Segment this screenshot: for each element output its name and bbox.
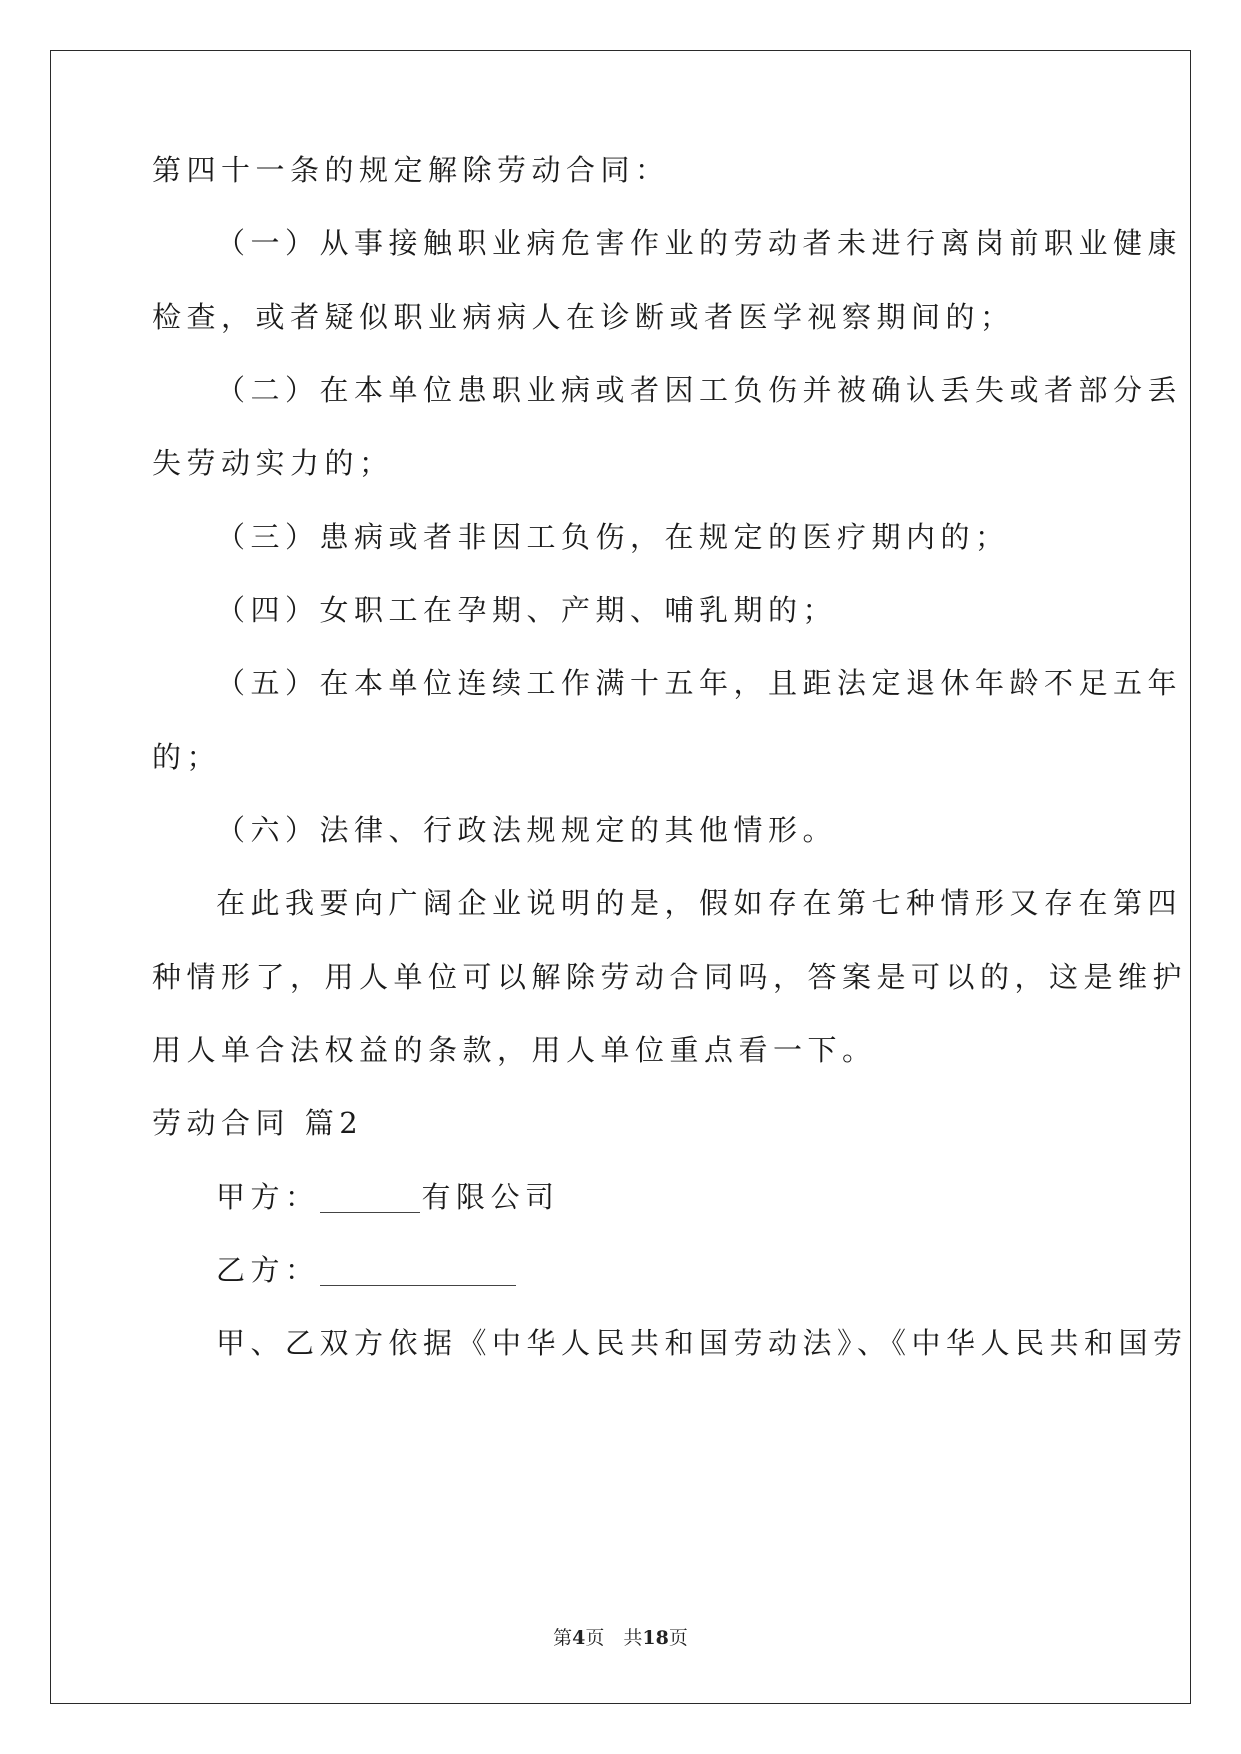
text-line: （一）从事接触职业病危害作业的劳动者未进行离岗前职业健康 xyxy=(216,226,1183,260)
party-b-label: 乙方： xyxy=(216,1253,320,1287)
party-a-line xyxy=(216,1177,560,1217)
text-line: 检查，或者疑似职业病病人在诊断或者医学视察期间的； xyxy=(152,300,1015,334)
text-line: （二）在本单位患职业病或者因工负伤并被确认丢失或者部分丢 xyxy=(216,373,1183,407)
footer-page-mid: 页 共 xyxy=(585,1627,643,1649)
party-a-blank xyxy=(320,1182,420,1213)
text-line: 失劳动实力的； xyxy=(152,446,394,480)
text-line: 种情形了，用人单位可以解除劳动合同吗，答案是可以的，这是维护 xyxy=(152,960,1188,994)
footer-total-pages: 18 xyxy=(642,1627,669,1649)
section-heading: 劳动合同 篇2 xyxy=(152,1106,364,1140)
page-footer xyxy=(0,1626,1241,1650)
text-line: （四）女职工在孕期、产期、哺乳期的； xyxy=(216,593,838,627)
party-a-label: 甲方： xyxy=(216,1180,320,1214)
text-line: 在此我要向广阔企业说明的是，假如存在第七种情形又存在第四 xyxy=(216,886,1183,920)
footer-page-number: 4 xyxy=(572,1627,586,1649)
text-line: （五）在本单位连续工作满十五年，且距法定退休年龄不足五年 xyxy=(216,666,1183,700)
text-line: 甲、乙双方依据《中华人民共和国劳动法》、《中华人民共和国劳 xyxy=(216,1326,1188,1360)
text-line: 用人单合法权益的条款，用人单位重点看一下。 xyxy=(152,1033,877,1067)
party-b-line xyxy=(216,1250,518,1290)
footer-page-suffix: 页 xyxy=(668,1627,688,1649)
party-a-suffix: 有限公司 xyxy=(421,1180,560,1214)
text-line: （三）患病或者非因工负伤，在规定的医疗期内的； xyxy=(216,520,1010,554)
party-b-blank xyxy=(320,1255,516,1286)
text-line: （六）法律、行政法规规定的其他情形。 xyxy=(216,813,838,847)
footer-page-prefix: 第 xyxy=(553,1627,573,1649)
text-line: 第四十一条的规定解除劳动合同： xyxy=(152,153,670,187)
text-line: 的； xyxy=(152,740,222,774)
